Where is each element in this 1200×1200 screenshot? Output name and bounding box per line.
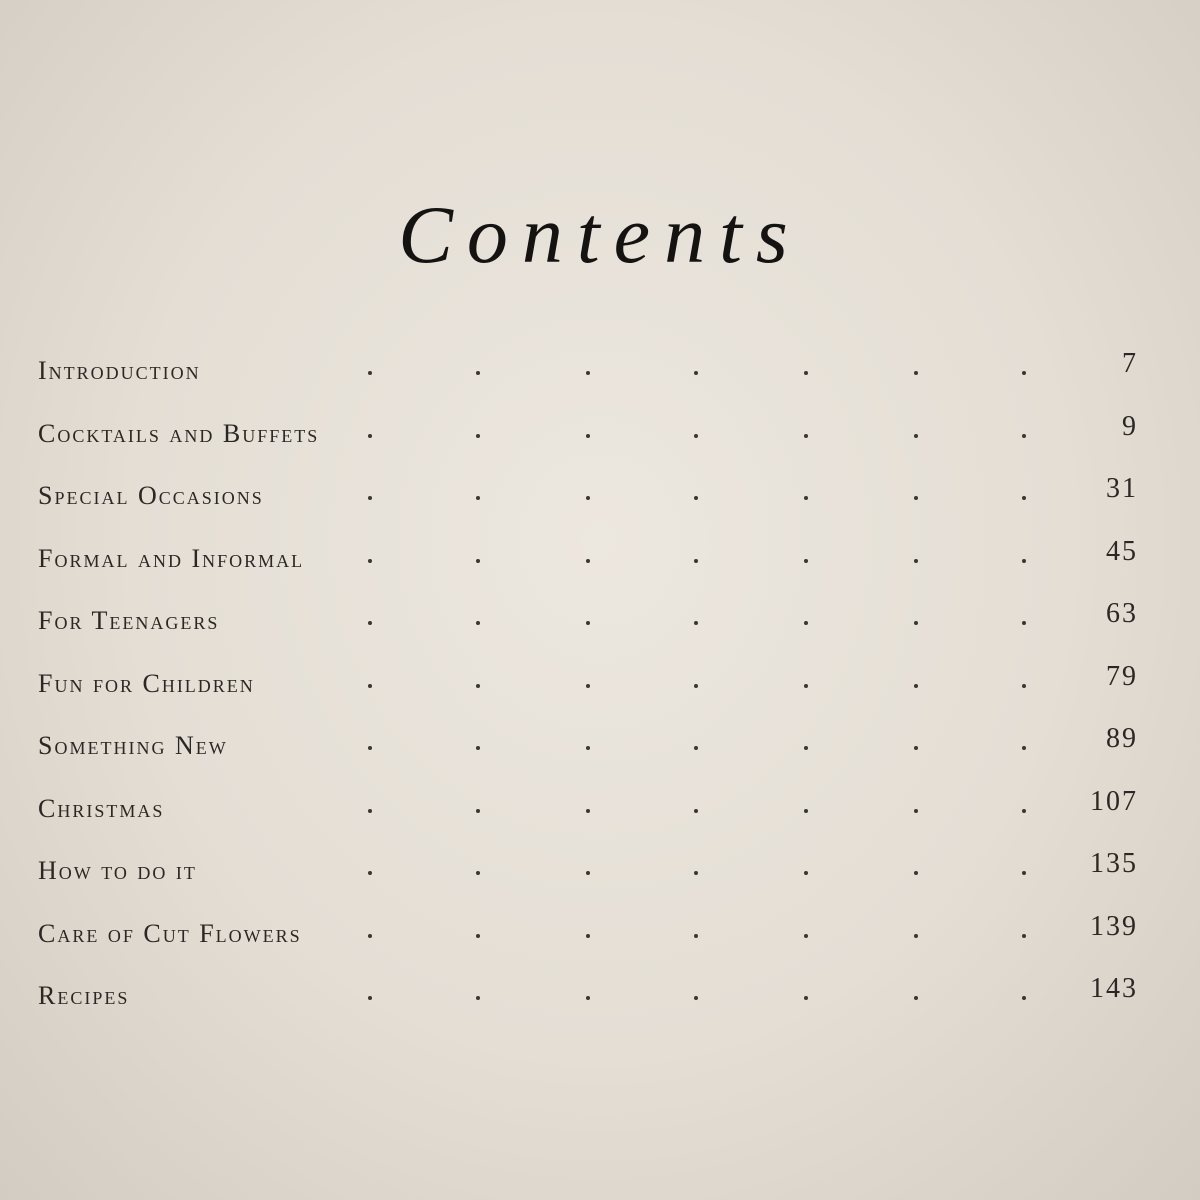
leader-dot xyxy=(694,996,698,1000)
leader-dot xyxy=(476,371,480,375)
leader-dot xyxy=(914,559,918,563)
leader-dot xyxy=(1022,684,1026,688)
toc-entry-title: Recipes xyxy=(38,981,130,1011)
leader-dot xyxy=(914,934,918,938)
toc-entry-page-number: 139 xyxy=(1090,910,1138,942)
toc-entry-page-number: 31 xyxy=(1106,473,1138,504)
leader-dot xyxy=(368,371,372,375)
leader-dot xyxy=(476,934,480,938)
toc-entry xyxy=(38,465,1148,528)
toc-entry-page-number: 107 xyxy=(1090,785,1138,817)
leader-dot xyxy=(368,996,372,1000)
leader-dot xyxy=(476,809,480,813)
toc-entry xyxy=(38,590,1148,653)
dot-leaders xyxy=(38,528,1038,591)
toc-entry-title: How to do it xyxy=(38,856,197,886)
toc-entry xyxy=(38,528,1148,591)
leader-dot xyxy=(586,371,590,375)
leader-dot xyxy=(586,434,590,438)
leader-dot xyxy=(476,871,480,875)
leader-dot xyxy=(476,496,480,500)
leader-dot xyxy=(368,746,372,750)
leader-dot xyxy=(586,996,590,1000)
leader-dot xyxy=(694,496,698,500)
toc-entry-page-number: 45 xyxy=(1106,535,1138,567)
toc-entry-page-number: 143 xyxy=(1090,973,1138,1004)
leader-dot xyxy=(804,934,808,938)
leader-dot xyxy=(914,996,918,1000)
leader-dot xyxy=(804,434,808,438)
leader-dot xyxy=(804,559,808,563)
leader-dot xyxy=(804,621,808,625)
leader-dot xyxy=(694,809,698,813)
leader-dot xyxy=(914,809,918,813)
toc-entry-page-number: 135 xyxy=(1090,848,1138,879)
leader-dot xyxy=(694,371,698,375)
dot-leaders xyxy=(38,778,1038,841)
leader-dot xyxy=(586,684,590,688)
leader-dot xyxy=(1022,621,1026,625)
toc-entry-page-number: 9 xyxy=(1122,410,1138,442)
leader-dot xyxy=(368,934,372,938)
dot-leaders xyxy=(38,590,1038,653)
leader-dot xyxy=(1022,934,1026,938)
table-of-contents xyxy=(38,340,1148,1028)
dot-leaders xyxy=(38,403,1038,466)
toc-entry-title: Fun for Children xyxy=(38,668,255,698)
leader-dot xyxy=(1022,559,1026,563)
toc-entry-title: For Teenagers xyxy=(38,606,220,636)
leader-dot xyxy=(694,621,698,625)
leader-dot xyxy=(368,684,372,688)
leader-dot xyxy=(476,996,480,1000)
toc-entry xyxy=(38,653,1148,716)
toc-entry-title: Cocktails and Buffets xyxy=(38,418,320,448)
leader-dot xyxy=(476,684,480,688)
dot-leaders xyxy=(38,965,1038,1028)
toc-entry-page-number: 7 xyxy=(1122,348,1138,379)
toc-entry-page-number: 63 xyxy=(1106,598,1138,629)
leader-dot xyxy=(1022,746,1026,750)
leader-dot xyxy=(914,871,918,875)
leader-dot xyxy=(804,871,808,875)
leader-dot xyxy=(368,496,372,500)
leader-dot xyxy=(368,621,372,625)
leader-dot xyxy=(476,621,480,625)
leader-dot xyxy=(1022,434,1026,438)
leader-dot xyxy=(368,871,372,875)
leader-dot xyxy=(804,496,808,500)
leader-dot xyxy=(586,871,590,875)
leader-dot xyxy=(804,684,808,688)
leader-dot xyxy=(1022,809,1026,813)
toc-entry xyxy=(38,340,1148,403)
leader-dot xyxy=(694,684,698,688)
leader-dot xyxy=(1022,996,1026,1000)
toc-entry-title: Care of Cut Flowers xyxy=(38,918,302,948)
leader-dot xyxy=(586,809,590,813)
leader-dot xyxy=(914,371,918,375)
leader-dot xyxy=(368,809,372,813)
leader-dot xyxy=(476,434,480,438)
leader-dot xyxy=(694,559,698,563)
leader-dot xyxy=(1022,371,1026,375)
leader-dot xyxy=(1022,496,1026,500)
leader-dot xyxy=(914,684,918,688)
page-title: Contents xyxy=(398,189,802,280)
dot-leaders xyxy=(38,653,1038,716)
leader-dot xyxy=(1022,871,1026,875)
toc-entry xyxy=(38,965,1148,1028)
leader-dot xyxy=(586,621,590,625)
leader-dot xyxy=(804,371,808,375)
dot-leaders xyxy=(38,340,1038,403)
leader-dot xyxy=(914,746,918,750)
leader-dot xyxy=(368,559,372,563)
dot-leaders xyxy=(38,465,1038,528)
toc-entry-page-number: 79 xyxy=(1106,660,1138,692)
toc-entry xyxy=(38,403,1148,466)
toc-entry-page-number: 89 xyxy=(1106,723,1138,754)
toc-entry xyxy=(38,903,1148,966)
leader-dot xyxy=(476,746,480,750)
dot-leaders xyxy=(38,840,1038,903)
toc-entry-title: Something New xyxy=(38,731,228,761)
leader-dot xyxy=(804,746,808,750)
toc-entry xyxy=(38,840,1148,903)
leader-dot xyxy=(586,559,590,563)
leader-dot xyxy=(694,746,698,750)
toc-entry-title: Formal and Informal xyxy=(38,543,305,573)
leader-dot xyxy=(914,434,918,438)
dot-leaders xyxy=(38,715,1038,778)
dot-leaders xyxy=(38,903,1038,966)
leader-dot xyxy=(804,809,808,813)
toc-entry-title: Christmas xyxy=(38,793,165,823)
toc-entry xyxy=(38,715,1148,778)
leader-dot xyxy=(694,434,698,438)
leader-dot xyxy=(586,934,590,938)
leader-dot xyxy=(586,746,590,750)
leader-dot xyxy=(368,434,372,438)
leader-dot xyxy=(804,996,808,1000)
leader-dot xyxy=(476,559,480,563)
leader-dot xyxy=(694,934,698,938)
toc-entry-title: Special Occasions xyxy=(38,481,264,511)
leader-dot xyxy=(694,871,698,875)
leader-dot xyxy=(586,496,590,500)
toc-entry-title: Introduction xyxy=(38,356,201,386)
leader-dot xyxy=(914,496,918,500)
toc-entry xyxy=(38,778,1148,841)
leader-dot xyxy=(914,621,918,625)
